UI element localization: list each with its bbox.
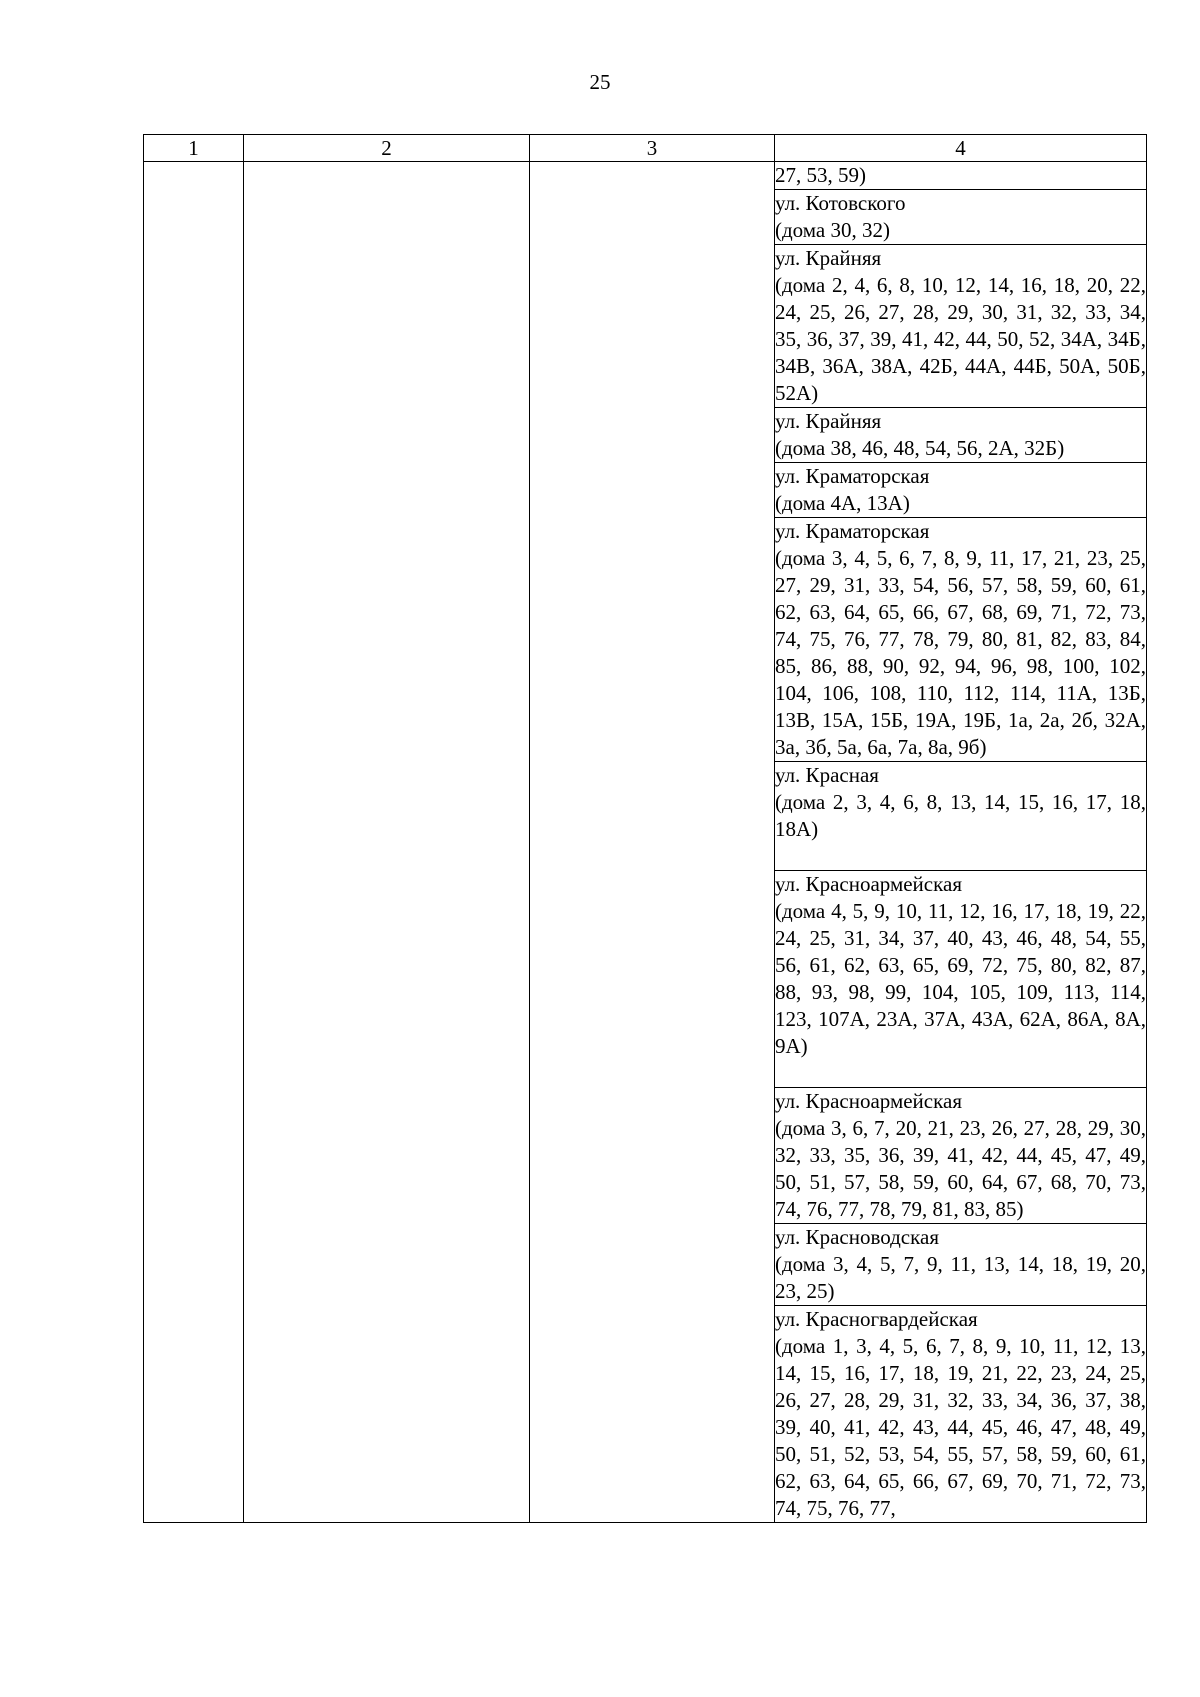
address-cell bbox=[775, 762, 1147, 871]
street-name: ул. Котовского bbox=[775, 191, 906, 215]
house-list: (дома 3, 6, 7, 20, 21, 23, 26, 27, 28, 29, 30, 32, 33, 35, 36, 39, 41, 42, 44, 45, 47, 49, 50, 51, 57, 58, 59, 60, 64, 67, 68, 70, 73, 74, 76, 77, 78, 79, 81, 83, 85) bbox=[775, 1116, 1146, 1221]
table-row bbox=[144, 162, 1147, 190]
address-cell bbox=[775, 1088, 1147, 1224]
house-list: (дома 3, 4, 5, 6, 7, 8, 9, 11, 17, 21, 23, 25, 27, 29, 31, 33, 54, 56, 57, 58, 59, 60, 61, 62, 63, 64, 65, 66, 67, 68, 69, 71, 72, 73, 74, 75, 76, 77, 78, 79, 80, 81, 82, 83, 84, 85, 86, 88, 90, 92, 94, 96, 98, 100, 102, 104, 106, 108, 110, 112, 114, 11А, 13Б, 13В, 15А, 15Б, 19А, 19Б, 1а, 2а, 2б, 32А, 3а, 3б, 5а, 6а, 7а, 8а, 9б) bbox=[775, 546, 1146, 759]
address-cell bbox=[775, 245, 1147, 408]
street-name: ул. Краматорская bbox=[775, 519, 930, 543]
house-list: (дома 2, 4, 6, 8, 10, 12, 14, 16, 18, 20, 22, 24, 25, 26, 27, 28, 29, 30, 31, 32, 33, 34, 35, 36, 37, 39, 41, 42, 44, 50, 52, 34А, 34Б, 34В, 36А, 38А, 42Б, 44А, 44Б, 50А, 50Б, 52А) bbox=[775, 273, 1146, 405]
house-list: (дома 4, 5, 9, 10, 11, 12, 16, 17, 18, 19, 22, 24, 25, 31, 34, 37, 40, 43, 46, 48, 54, 55, 56, 61, 62, 63, 65, 69, 72, 75, 80, 82, 87, 88, 93, 98, 99, 104, 105, 109, 113, 114, 123, 107А, 23А, 37А, 43А, 62А, 86А, 8А, 9А) bbox=[775, 899, 1146, 1058]
page-number: 25 bbox=[589, 70, 611, 94]
street-name: ул. Красноармейская bbox=[775, 1089, 962, 1113]
house-list: (дома 30, 32) bbox=[775, 218, 890, 242]
house-list: 27, 53, 59) bbox=[775, 163, 866, 187]
street-name: ул. Красноводская bbox=[775, 1225, 939, 1249]
address-cell bbox=[775, 190, 1147, 245]
column-header-3: 3 bbox=[530, 135, 775, 162]
street-name: ул. Красноармейская bbox=[775, 872, 962, 896]
column-3-cell bbox=[530, 162, 775, 1523]
column-header-4: 4 bbox=[775, 135, 1147, 162]
house-list: (дома 1, 3, 4, 5, 6, 7, 8, 9, 10, 11, 12, 13, 14, 15, 16, 17, 18, 19, 21, 22, 23, 24, 25, 26, 27, 28, 29, 31, 32, 33, 34, 36, 37, 38, 39, 40, 41, 42, 43, 44, 45, 46, 47, 48, 49, 50, 51, 52, 53, 54, 55, 57, 58, 59, 60, 61, 62, 63, 64, 65, 66, 67, 69, 70, 71, 72, 73, 74, 75, 76, 77, bbox=[775, 1334, 1146, 1520]
header-row bbox=[144, 135, 1147, 162]
column-1-cell bbox=[144, 162, 244, 1523]
address-cell bbox=[775, 1306, 1147, 1523]
street-name: ул. Крайняя bbox=[775, 246, 882, 270]
column-2-cell bbox=[244, 162, 530, 1523]
blank-line bbox=[775, 843, 1146, 870]
address-cell bbox=[775, 518, 1147, 762]
house-list: (дома 38, 46, 48, 54, 56, 2А, 32Б) bbox=[775, 436, 1065, 460]
address-cell bbox=[775, 162, 1147, 190]
column-header-1: 1 bbox=[144, 135, 244, 162]
street-name: ул. Краматорская bbox=[775, 464, 930, 488]
house-list: (дома 2, 3, 4, 6, 8, 13, 14, 15, 16, 17, 18, 18А) bbox=[775, 790, 1146, 841]
address-cell bbox=[775, 408, 1147, 463]
house-list: (дома 4А, 13А) bbox=[775, 491, 910, 515]
address-cell bbox=[775, 463, 1147, 518]
address-cell bbox=[775, 871, 1147, 1088]
address-cell bbox=[775, 1224, 1147, 1306]
blank-line bbox=[775, 1060, 1146, 1087]
street-name: ул. Крайняя bbox=[775, 409, 882, 433]
street-name: ул. Красногвардейская bbox=[775, 1307, 978, 1331]
address-table bbox=[143, 134, 1147, 1523]
street-name: ул. Красная bbox=[775, 763, 879, 787]
house-list: (дома 3, 4, 5, 7, 9, 11, 13, 14, 18, 19, 20, 23, 25) bbox=[775, 1252, 1146, 1303]
table-body bbox=[144, 162, 1147, 1523]
column-header-2: 2 bbox=[244, 135, 530, 162]
